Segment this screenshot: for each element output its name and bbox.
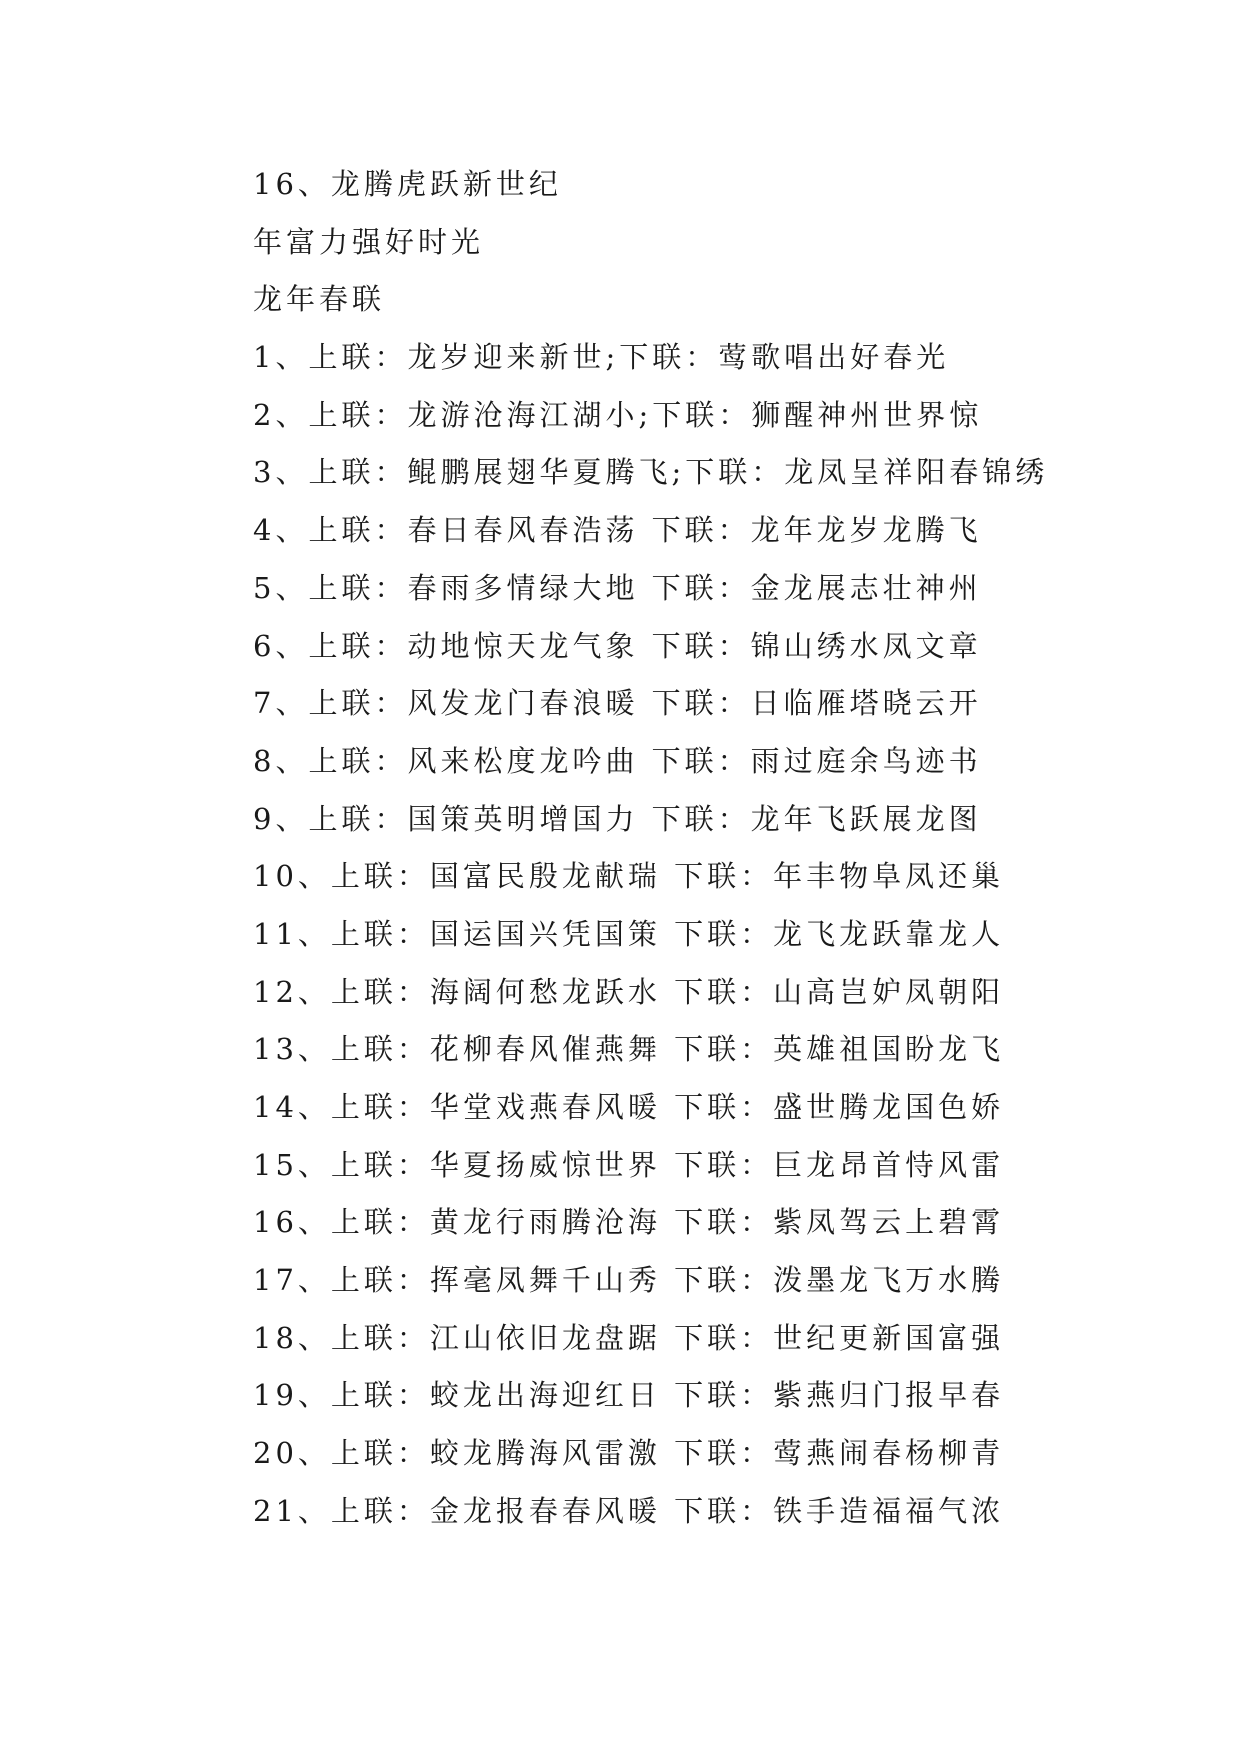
- list-item: 9、上联：国策英明增国力 下联：龙年飞跃展龙图: [253, 801, 982, 836]
- list-item: 21、上联：金龙报春春风暖 下联：铁手造福福气浓: [253, 1493, 1005, 1528]
- list-item: 15、上联：华夏扬威惊世界 下联：巨龙昂首恃风雷: [253, 1147, 1005, 1182]
- text-line: 年富力强好时光: [253, 224, 485, 259]
- list-item: 14、上联：华堂戏燕春风暖 下联：盛世腾龙国色娇: [253, 1090, 1005, 1124]
- list-item: 8、上联：风来松度龙吟曲 下联：雨过庭余鸟迹书: [253, 743, 982, 778]
- list-item: 12、上联：海阔何愁龙跃水 下联：山高岂妒凤朝阳: [253, 974, 1005, 1009]
- list-item: 19、上联：蛟龙出海迎红日 下联：紫燕归门报早春: [253, 1378, 1005, 1413]
- list-item: 7、上联：风发龙门春浪暖 下联：日临雁塔晓云开: [253, 686, 982, 721]
- list-item: 18、上联：江山依旧龙盘踞 下联：世纪更新国富强: [253, 1320, 1005, 1355]
- list-item: 2、上联：龙游沧海江湖小;下联：狮醒神州世界惊: [253, 397, 983, 432]
- list-item: 11、上联：国运国兴凭国策 下联：龙飞龙跃靠龙人: [253, 916, 1005, 951]
- list-item: 3、上联：鲲鹏展翅华夏腾飞;下联：龙凤呈祥阳春锦绣: [253, 455, 1049, 490]
- list-item: 4、上联：春日春风春浩荡 下联：龙年龙岁龙腾飞: [253, 513, 982, 548]
- text-line: 16、龙腾虎跃新世纪: [253, 167, 562, 201]
- list-item: 10、上联：国富民殷龙献瑞 下联：年丰物阜凤还巢: [253, 859, 1005, 894]
- document-body: [253, 156, 1153, 1541]
- section-heading: 龙年春联: [253, 282, 386, 317]
- list-item: 17、上联：挥毫凤舞千山秀 下联：泼墨龙飞万水腾: [253, 1263, 1005, 1298]
- list-item: 13、上联：花柳春风催燕舞 下联：英雄祖国盼龙飞: [253, 1032, 1005, 1067]
- list-item: 5、上联：春雨多情绿大地 下联：金龙展志壮神州: [253, 570, 982, 605]
- list-item: 6、上联：动地惊天龙气象 下联：锦山绣水凤文章: [253, 628, 982, 663]
- list-item: 16、上联：黄龙行雨腾沧海 下联：紫凤驾云上碧霄: [253, 1205, 1005, 1240]
- list-item: 1、上联：龙岁迎来新世;下联：莺歌唱出好春光: [253, 340, 950, 375]
- list-item: 20、上联：蛟龙腾海风雷激 下联：莺燕闹春杨柳青: [253, 1436, 1005, 1471]
